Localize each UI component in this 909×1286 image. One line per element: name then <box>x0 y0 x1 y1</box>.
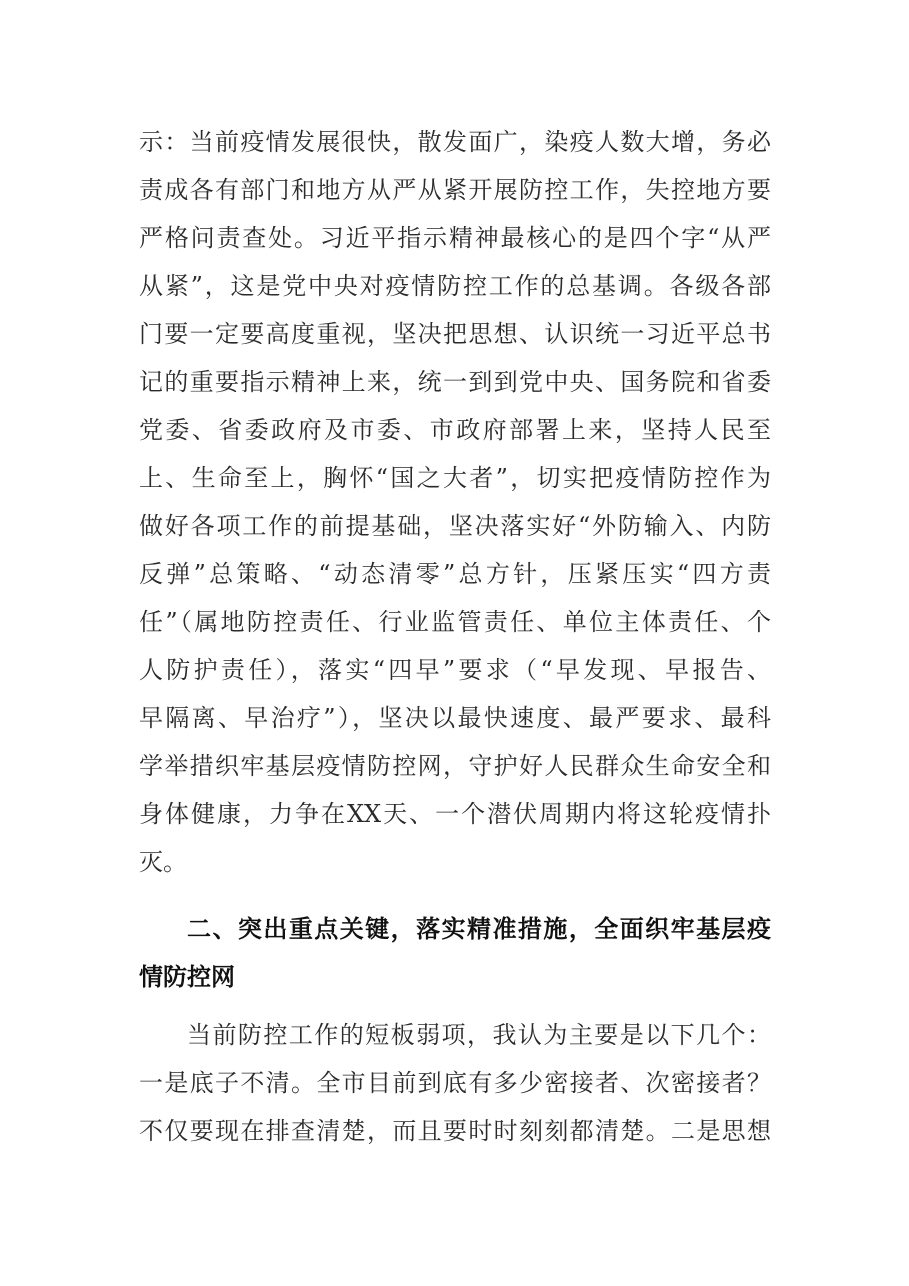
text-line: 早隔离、早治疗”），坚决以最快速度、最严要求、最科 <box>139 704 771 732</box>
text-line: 责成各有部门和地方从严从紧开展防控工作，失控地方要 <box>139 176 771 204</box>
text-line: 示：当前疫情发展很快，散发面广，染疫人数大增，务必 <box>139 128 771 156</box>
text-line: 党委、省委政府及市委、市政府部署上来，坚持人民至 <box>139 416 771 444</box>
text-line: 学举措织牢基层疫情防控网，守护好人民群众生命安全和 <box>139 752 771 780</box>
text-line: 灭。 <box>139 848 187 876</box>
document-body <box>139 118 771 1155</box>
heading-line: 二、突出重点关键，落实精准措施，全面织牢基层疫 <box>187 914 771 943</box>
text-line: 人防护责任），落实“四早”要求（“早发现、早报告、 <box>139 656 771 684</box>
text-line: 严格问责查处。习近平指示精神最核心的是四个字“从严 <box>139 224 771 252</box>
text-line: 当前防控工作的短板弱项，我认为主要是以下几个： <box>187 1021 771 1049</box>
paragraph-1 <box>139 118 771 886</box>
section-heading <box>139 905 771 1001</box>
text-line: 从紧”，这是党中央对疫情防控工作的总基调。各级各部 <box>139 272 771 300</box>
text-line: 做好各项工作的前提基础，坚决落实好“外防输入、内防 <box>139 512 771 540</box>
text-line: 不仅要现在排查清楚，而且要时时刻刻都清楚。二是思想 <box>139 1117 771 1145</box>
text-line: 身体健康，力争在XX天、一个潜伏周期内将这轮疫情扑 <box>139 800 771 828</box>
text-line: 上、生命至上，胸怀“国之大者”，切实把疫情防控作为 <box>139 464 771 492</box>
text-line: 一是底子不清。全市目前到底有多少密接者、次密接者？ <box>139 1069 771 1097</box>
text-line: 记的重要指示精神上来，统一到到党中央、国务院和省委 <box>139 368 771 396</box>
heading-line: 情防控网 <box>139 962 235 991</box>
paragraph-2 <box>139 1011 771 1155</box>
text-line: 反弹”总策略、“动态清零”总方针，压紧压实“四方责 <box>139 560 771 588</box>
text-line: 门要一定要高度重视，坚决把思想、认识统一习近平总书 <box>139 320 771 348</box>
text-line: 任”（属地防控责任、行业监管责任、单位主体责任、个 <box>139 608 771 636</box>
